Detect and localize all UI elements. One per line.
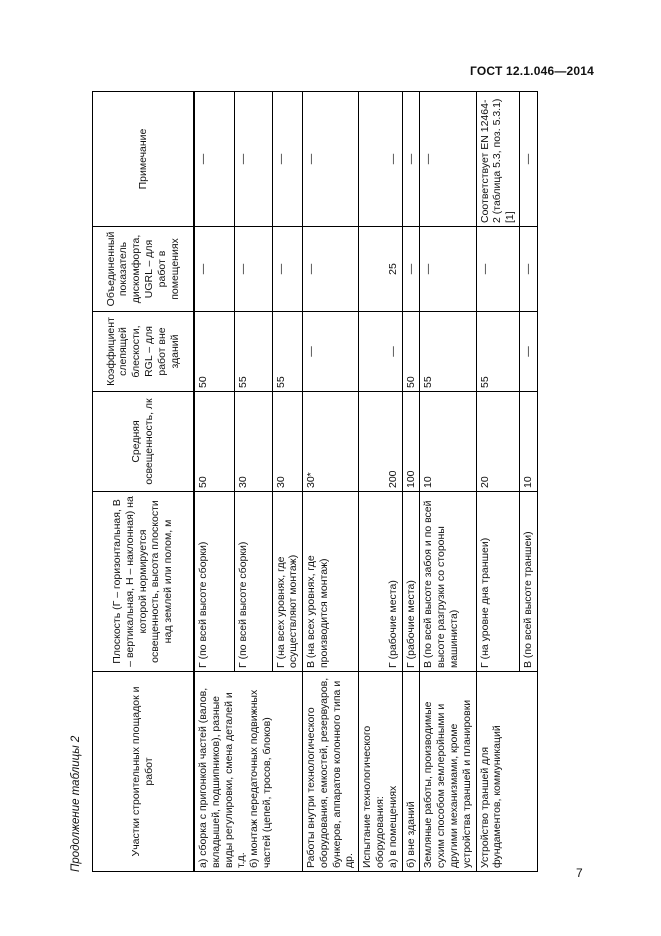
plane-cell: В (на всех уровнях, где производится монтаж) <box>303 492 359 672</box>
area-cell: Земляные работы, производимые сухим способом землеройными и другими механизмами, кроме устройства траншей и планировки <box>420 672 476 872</box>
area-text: б) монтаж передаточных подвижных частей (цепей, тросов, блоков) <box>248 689 273 868</box>
ugr-cell: — <box>234 227 272 312</box>
ugr-cell: — <box>402 227 420 312</box>
note-cell: — <box>420 92 476 227</box>
illuminance-cell: 200 <box>359 392 402 492</box>
illuminance-cell: 100 <box>402 392 420 492</box>
glare-cell: 55 <box>234 312 272 392</box>
glare-cell: — <box>359 312 402 392</box>
note-cell: Соответствует EN 12464-2 (таблица 5.3, поз. 5.3.1) [1] <box>476 92 519 227</box>
plane-cell: В (по всей высоте забоя и по всей высоте разгрузки со стороны машиниста) <box>420 492 476 672</box>
table-row <box>402 92 420 872</box>
illuminance-cell: 10 <box>520 392 538 492</box>
rotated-table-frame <box>70 32 550 872</box>
note-cell: — <box>234 92 272 227</box>
ugr-cell: — <box>520 227 538 312</box>
col-header-glare: Коэффициент слепящей блескости, RGL – для работ вне зданий <box>93 312 195 392</box>
col-header-ugr: Объединенный показатель дискомфорта, UGRL – для работ в помещениях <box>93 227 195 312</box>
table-row <box>359 92 402 872</box>
glare-cell: 55 <box>476 312 519 392</box>
plane-cell: В (по всей высоте траншеи) <box>520 492 538 672</box>
col-header-note: Примечание <box>93 92 195 227</box>
glare-cell: 50 <box>194 312 234 392</box>
plane-cell: Г (рабочие места) <box>359 492 402 672</box>
page-number: 7 <box>576 866 583 880</box>
area-text: а) сборка с пригонкой частей (валов, вкладышей, подшипников), разные виды регулировки, смена деталей и т.д. <box>197 687 248 868</box>
plane-cell: Г (на уровне дна траншеи) <box>476 492 519 672</box>
ugr-cell: — <box>476 227 519 312</box>
area-cell <box>359 672 402 872</box>
illuminance-cell: 20 <box>476 392 519 492</box>
plane-cell: Г (по всей высоте сборки) <box>234 492 272 672</box>
glare-cell: 55 <box>420 312 476 392</box>
illuminance-cell: 50 <box>194 392 234 492</box>
plane-cell: Г (по всей высоте сборки) <box>194 492 234 672</box>
glare-cell: — <box>303 312 359 392</box>
ugr-cell: — <box>194 227 234 312</box>
note-cell: — <box>520 92 538 227</box>
ugr-cell: — <box>303 227 359 312</box>
area-cell: б) вне зданий <box>402 672 420 872</box>
lighting-norms-table <box>92 91 538 872</box>
table-caption: Продолжение таблицы 2 <box>70 735 82 872</box>
glare-cell: 55 <box>272 312 303 392</box>
area-cell: Устройство траншей для фундаментов, коммуникаций <box>476 672 537 872</box>
table-header-row <box>93 92 195 872</box>
ugr-cell: 25 <box>359 227 402 312</box>
col-header-plane: Плоскость (Г – горизонтальная, В – вертикальная, Н – наклонная) на которой нормируется освещенность, высота плоскости над землей или полом, м <box>93 492 195 672</box>
glare-cell: 50 <box>402 312 420 392</box>
note-cell: — <box>272 92 303 227</box>
col-header-illuminance: Средняя освещенность, лк <box>93 392 195 492</box>
area-cell <box>194 672 303 872</box>
area-text: а) в помещениях <box>386 785 399 868</box>
glare-cell: — <box>520 312 538 392</box>
illuminance-cell: 30* <box>303 392 359 492</box>
standard-code: ГОСТ 12.1.046—2014 <box>470 64 595 78</box>
note-cell: — <box>359 92 402 227</box>
table-row <box>476 92 519 872</box>
illuminance-cell: 30 <box>234 392 272 492</box>
table-row <box>420 92 476 872</box>
plane-cell: Г (на всех уровнях, где осуществляют монтаж) <box>272 492 303 672</box>
col-header-area: Участки строительных площадок и работ <box>93 672 195 872</box>
table-row <box>303 92 359 872</box>
table-row <box>194 92 234 872</box>
plane-cell: Г (рабочие места) <box>402 492 420 672</box>
ugr-cell: — <box>272 227 303 312</box>
note-cell: — <box>194 92 234 227</box>
illuminance-cell: 30 <box>272 392 303 492</box>
note-cell: — <box>402 92 420 227</box>
area-cell: Работы внутри технологического оборудования, емкостей, резервуаров, бункеров, аппаратов колонного типа и др. <box>303 672 359 872</box>
note-cell: — <box>303 92 359 227</box>
ugr-cell: — <box>420 227 476 312</box>
illuminance-cell: 10 <box>420 392 476 492</box>
area-text: Испытание технологического оборудования: <box>361 725 387 868</box>
